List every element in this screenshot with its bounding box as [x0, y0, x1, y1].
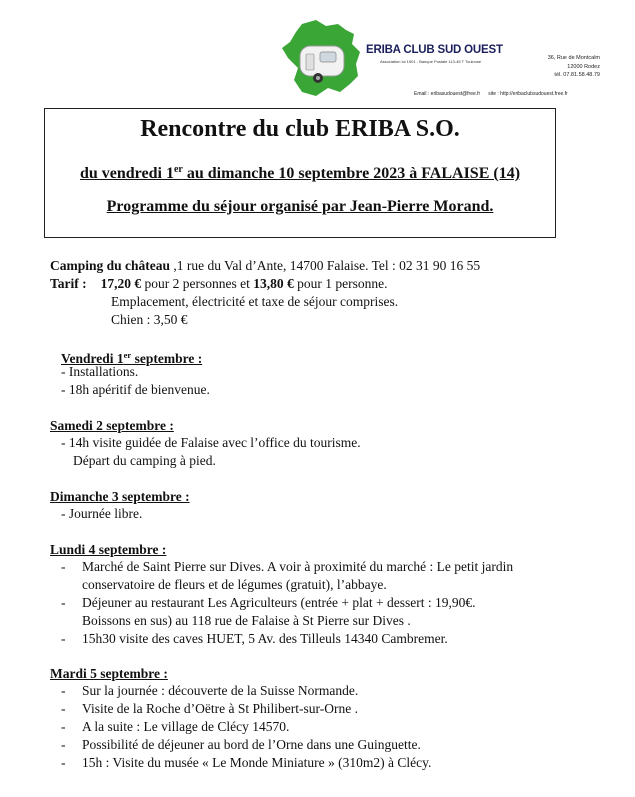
bullet-dash: - — [61, 683, 66, 698]
friday-sup: er — [123, 350, 132, 360]
camping-text: ,1 rue du Val d’Ante, 14700 Falaise. Tel : 02 31 90 16 55 — [170, 258, 481, 273]
tarif-price-1p: 13,80 € — [253, 276, 294, 291]
bullet-dash: - — [61, 701, 66, 716]
friday-a: Vendredi 1 — [61, 351, 124, 366]
day-title-saturday: Samedi 2 septembre : — [50, 418, 174, 433]
monday-item: Déjeuner au restaurant Les Agriculteurs (entrée + plat + dessert : 19,90€. — [82, 595, 476, 610]
club-address — [512, 54, 600, 80]
event-dates-b: au dimanche 10 septembre 2023 à FALAISE (14) — [182, 165, 521, 182]
monday-item: conservatoire de fleurs et de légumes (gratuit), l’abbaye. — [82, 577, 387, 592]
bullet-dash: - — [61, 595, 66, 610]
event-dates — [45, 164, 555, 183]
tarif-dog: Chien : 3,50 € — [111, 312, 188, 327]
friday-item: - 18h apéritif de bienvenue. — [61, 382, 210, 397]
bullet-dash: - — [61, 719, 66, 734]
tuesday-item: A la suite : Le village de Clécy 14570. — [82, 719, 290, 734]
site-link[interactable]: site : http://eribaclubsudouest.free.fr — [488, 91, 568, 97]
bullet-dash: - — [61, 559, 66, 574]
address-city: 12000 Rodez — [567, 63, 600, 70]
address-phone: tél. 07.81.58.48.79 — [554, 72, 600, 78]
camping-line — [50, 257, 480, 275]
tuesday-item: Visite de la Roche d’Oëtre à St Philibert-sur-Orne . — [82, 701, 358, 716]
tarif-text-1p: pour 1 personne. — [293, 276, 388, 291]
tarif-text-2p: pour 2 personnes et — [141, 276, 254, 291]
monday-item: 15h30 visite des caves HUET, 5 Av. des Tilleuls 14340 Cambremer. — [82, 631, 448, 646]
france-map-logo-icon — [280, 18, 366, 98]
day-title-monday: Lundi 4 septembre : — [50, 542, 167, 557]
bullet-dash: - — [61, 755, 66, 770]
association-line: Association loi 1901 - Banque Postale 113-45 T Toulouse — [380, 59, 482, 64]
address-street: 36, Rue de Montcalm — [547, 55, 600, 61]
page-title: Rencontre du club ERIBA S.O. — [140, 116, 460, 142]
bullet-dash: - — [61, 631, 66, 646]
club-name: ERIBA CLUB SUD OUEST — [366, 44, 503, 56]
tuesday-item: Possibilité de déjeuner au bord de l’Orne dans une Guinguette. — [82, 737, 421, 752]
tarif-includes: Emplacement, électricité et taxe de séjour comprises. — [111, 294, 399, 309]
program-heading: Programme du séjour organisé par Jean-Pierre Morand. — [106, 198, 494, 215]
email-link[interactable]: Email : eribasudouest@free.fr — [414, 91, 481, 97]
day-title-tuesday: Mardi 5 septembre : — [50, 666, 168, 681]
camping-label: Camping du château — [50, 258, 171, 273]
event-dates-sup: er — [173, 164, 183, 175]
tuesday-item: Sur la journée : découverte de la Suisse Normande. — [82, 683, 359, 698]
sunday-item: - Journée libre. — [61, 506, 143, 521]
saturday-item: - 14h visite guidée de Falaise avec l’office du tourisme. — [61, 435, 361, 450]
saturday-item: Départ du camping à pied. — [73, 453, 216, 468]
friday-b: septembre : — [131, 351, 203, 366]
tuesday-item: 15h : Visite du musée « Le Monde Miniature » (310m2) à Clécy. — [82, 755, 432, 770]
event-dates-a: du vendredi 1 — [79, 165, 174, 182]
monday-item: Boissons en sus) au 118 rue de Falaise à St Pierre sur Dives . — [82, 613, 411, 628]
day-title-sunday: Dimanche 3 septembre : — [50, 489, 190, 504]
tarif-price-2p: 17,20 € — [100, 276, 142, 291]
tarif-label: Tarif : — [50, 276, 87, 291]
contact-line — [414, 91, 568, 97]
monday-item: Marché de Saint Pierre sur Dives. A voir à proximité du marché : Le petit jardin — [82, 559, 514, 574]
tarif-line — [50, 275, 387, 293]
title-box — [44, 108, 556, 238]
friday-item: - Installations. — [61, 364, 139, 379]
bullet-dash: - — [61, 737, 66, 752]
club-header — [280, 18, 620, 98]
